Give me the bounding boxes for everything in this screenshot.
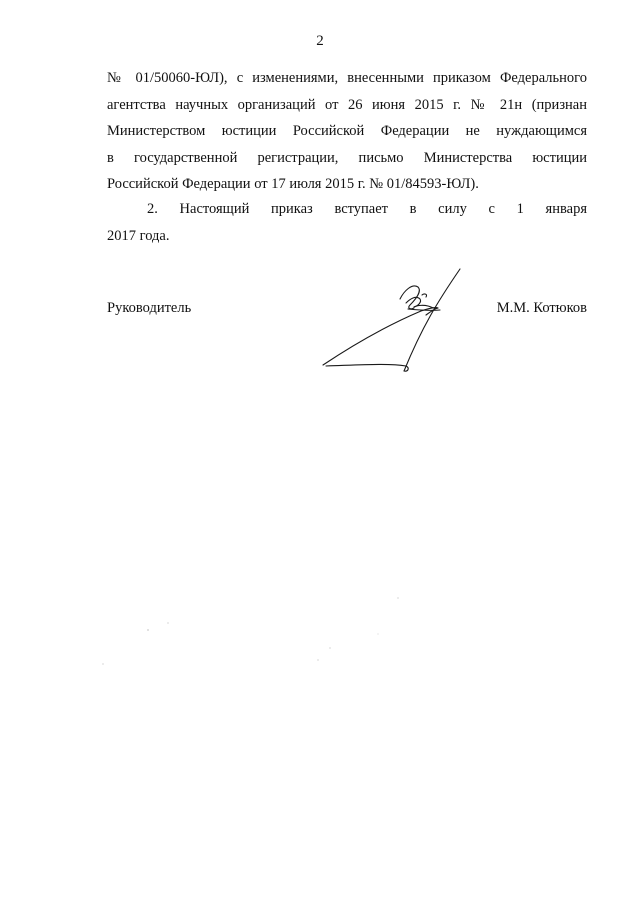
paragraph-1-line: агентства научных организаций от 26 июня 2015 г. № 21н (признан <box>107 96 587 113</box>
paragraph-2 <box>107 196 587 249</box>
paragraph-2-line: 2. Настоящий приказ вступает в силу с 1 января <box>147 201 587 217</box>
paragraph-1-line: № 01/50060-ЮЛ), с изменениями, внесенными приказом Федерального <box>107 70 587 86</box>
paragraph-1-line: Российской Федерации от 17 июля 2015 г. № 01/84593-ЮЛ). <box>107 176 479 192</box>
paragraph-1-line: Министерством юстиции Российской Федерации не нуждающимся <box>107 123 587 139</box>
signer-name: М.М. Котюков <box>496 300 587 316</box>
signer-title: Руководитель <box>107 300 192 316</box>
paragraph-2-line: 2017 года. <box>107 227 170 244</box>
paragraph-1-line: в государственной регистрации, письмо Министерства юстиции <box>107 149 587 166</box>
handwritten-signature <box>318 265 468 380</box>
paragraph-1 <box>107 65 587 198</box>
page-number: 2 <box>316 33 324 49</box>
